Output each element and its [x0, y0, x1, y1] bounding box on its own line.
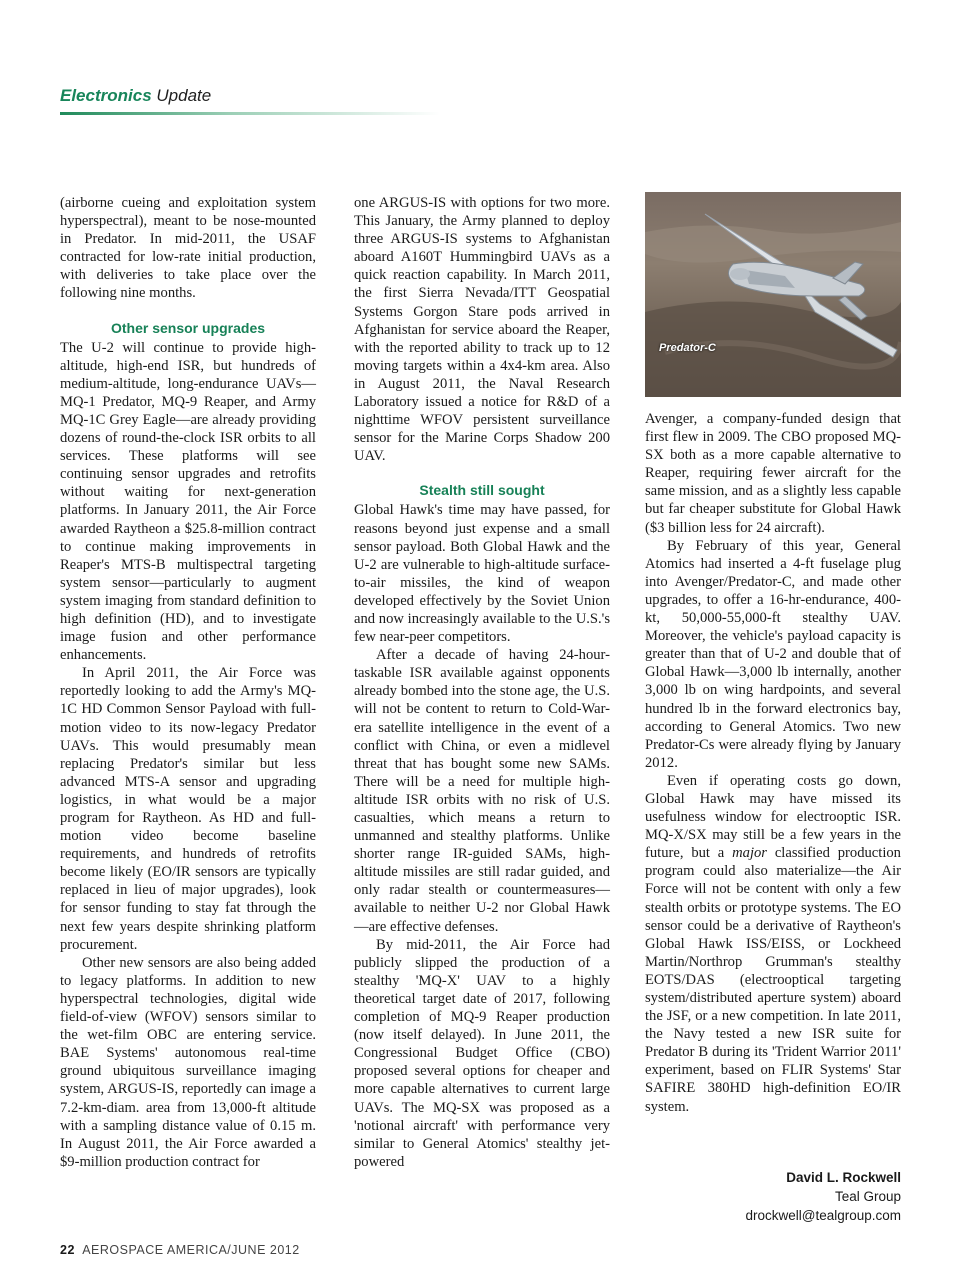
section-title-rest: Update [151, 86, 212, 105]
column-2 [354, 194, 610, 1171]
page-number: 22 [60, 1243, 75, 1257]
col1-paragraph-2: The U-2 will continue to provide high-altitude, high-end ISR, but hundreds of medium-altitude, long-endurance UAVs—MQ-1 Predator, MQ-9 Reaper, and Army MQ-1C Grey Eagle—are already providing dozens of round-the-clock ISR orbits to all services. These platforms will see continuing sensor upgrades and retrofits without waiting for next-generation platforms. In January 2011, the Air Force awarded Raytheon a $25.8-million contract to continue making improvements in Reaper's MTS-B multispectral targeting system sensor—particularly to augment system imaging from standard definition to high definition (HD), and to investigate image fusion and other performance enhancements. [60, 339, 316, 664]
author-signature [745, 1168, 901, 1225]
header-rule [60, 112, 440, 115]
col1-paragraph-3: In April 2011, the Air Force was reportedly looking to add the Army's MQ-1C HD Common Sensor Payload with full-motion video to its now-legacy Predator UAVs. This would presumably mean replacing Predator's similar but less advanced MTS-A sensor and upgrading logistics, in what would be a major program for Raytheon. As HD and full-motion video become baseline requirements, and hundreds of retrofits become likely (EO/IR sensors are typically replaced in lieu of major upgrades), look for sensor funding to stay fat through the next few years despite shrinking platform procurement. [60, 665, 316, 953]
col2-paragraph-4: By mid-2011, the Air Force had publicly slipped the production of a stealthy 'MQ-X' UAV to a highly theoretical target date of 2017, following completion of MQ-9 Reaper production (now itself delayed). In June 2011, the Congressional Budget Office (CBO) proposed several options for cheaper and more capable alternatives to current large UAVs. The MQ-SX was proposed as a 'notional aircraft' with performance very similar to General Atomics' stealthy jet-powered [354, 936, 610, 1170]
col3-paragraph-2: By February of this year, General Atomics had inserted a 4-ft fuselage plug into Avenger/Predator-C, and made other upgrades, to offer a 16-hr-endurance, 400-kt, 50,000-55,000-ft stealthy UAV. Moreover, the vehicle's payload capacity is greater than that of U-2 and double that of Global Hawk—3,000 lb internally, another 3,000 lb on wing hardpoints, and several hundred lb in the forward electronics bay, according to General Atomics. Two new Predator-Cs were already flying by January 2012. [645, 537, 901, 771]
col1-paragraph-4: Other new sensors are also being added to legacy platforms. In addition to new hyperspectral technologies, digital wide field-of-view (WFOV) sensors similar to the wet-film OBC are entering service. BAE Systems' autonomous real-time ground ubiquitous surveillance imaging system, ARGUS-IS, reportedly can image a 7.2-km-diam. area from 13,000-ft altitude with a sampling distance value of 0.15 m. In August 2011, the Air Force awarded a $9-million production contract for [60, 954, 316, 1170]
col3-paragraph-3-end: classified production program could also materialize—the Air Force will not be content with only a few stealth orbits or prototype systems. The EO sensor could be a derivative of Raytheon's Global Hawk ISS/EISS, or Lockheed Martin/Northrop Grumman's stealthy EOTS/DAS (electrooptical targeting system/distributed aperture system) aboard the JSF, or a new competition. In late 2011, the Navy tested a new ISR suite for Predator B during its 'Trident Warrior 2011' experiment, based on FLIR Systems' Star SAFIRE 380HD high-definition EO/IR system. [645, 845, 901, 1115]
author-name: David L. Rockwell [786, 1170, 901, 1185]
col3-paragraph-1: Avenger, a company-funded design that first flew in 2009. The CBO proposed MQ-SX both as a more capable alternative to Reaper, requiring fewer aircraft for the same mission, and as a slightly less capable but far cheaper substitute for Global Hawk ($3 billion less for 24 aircraft). [645, 411, 901, 536]
author-organization: Teal Group [834, 1189, 901, 1204]
col2-paragraph-1: one ARGUS-IS with options for two more. This January, the Army planned to deploy three ARGUS-IS systems to Afghanistan aboard A160T Hummingbird UAVs as a quick reaction capability. In March 2011, the first Sierra Nevada/ITT Geospatial Systems Gorgon Stare pods arrived in Afghanistan for service aboard the Reaper, with the reported ability to track up to 12 moving targets within a 4x4-km area. Also in August 2011, the Naval Research Laboratory issued a notice for R&D of a nighttime WFOV persistent surveillance sensor for the Marine Corps Shadow 200 UAV. [354, 195, 610, 465]
publication-name: AEROSPACE AMERICA/JUNE 2012 [82, 1243, 300, 1257]
predator-c-illustration [645, 192, 901, 397]
col2-paragraph-3: After a decade of having 24-hour-taskable ISR available against opponents already bombed into the stone age, the U.S. will not be content to return to Cold-War-era satellite intelligence in the event of a conflict with China, or even a midlevel threat that has bought some new SAMs. There will be a need for multiple high-altitude ISR orbits with no risk of U.S. casualties, which means a return to unmanned and stealthy platforms. Unlike shorter range IR-guided SAMs, high-altitude missiles are still radar guided, and only radar stealth or countermeasures—available to neither U-2 nor Global Hawk—are effective defenses. [354, 647, 610, 935]
subheading-other-sensor-upgrades: Other sensor upgrades [110, 319, 266, 336]
section-header [60, 86, 211, 110]
col1-paragraph-1: (airborne cueing and exploitation system hyperspectral), meant to be nose-mounted in Predator. In mid-2011, the USAF contracted for low-rate initial production, with deliveries to take place over the following nine months. [60, 195, 316, 302]
predator-c-photo [645, 192, 901, 397]
page-footer [60, 1243, 300, 1257]
column-1 [60, 194, 316, 1171]
section-title-strong: Electronics [60, 86, 152, 105]
col3-paragraph-3-start: Even if operating costs go down, Global Hawk may have missed its usefulness window for electrooptic ISR. MQ-X/SX may still be a few years in the future, but a [645, 772, 901, 862]
col3-paragraph-3 [645, 772, 901, 1116]
section-title [60, 86, 211, 105]
col3-paragraph-3-emphasis: major [732, 845, 767, 862]
photo-caption: Predator-C [659, 342, 716, 354]
col2-paragraph-2: Global Hawk's time may have passed, for reasons beyond just expense and a small sensor payload. Both Global Hawk and the U-2 are vulnerable to high-altitude surface-to-air missiles, the kind of weapon developed effectively by the Soviet Union and now increasingly available to the U.S.'s few near-peer competitors. [354, 502, 610, 646]
column-3 [645, 410, 901, 1116]
author-email: drockwell@tealgroup.com [745, 1208, 901, 1223]
subheading-stealth-still-sought: Stealth still sought [419, 482, 545, 499]
